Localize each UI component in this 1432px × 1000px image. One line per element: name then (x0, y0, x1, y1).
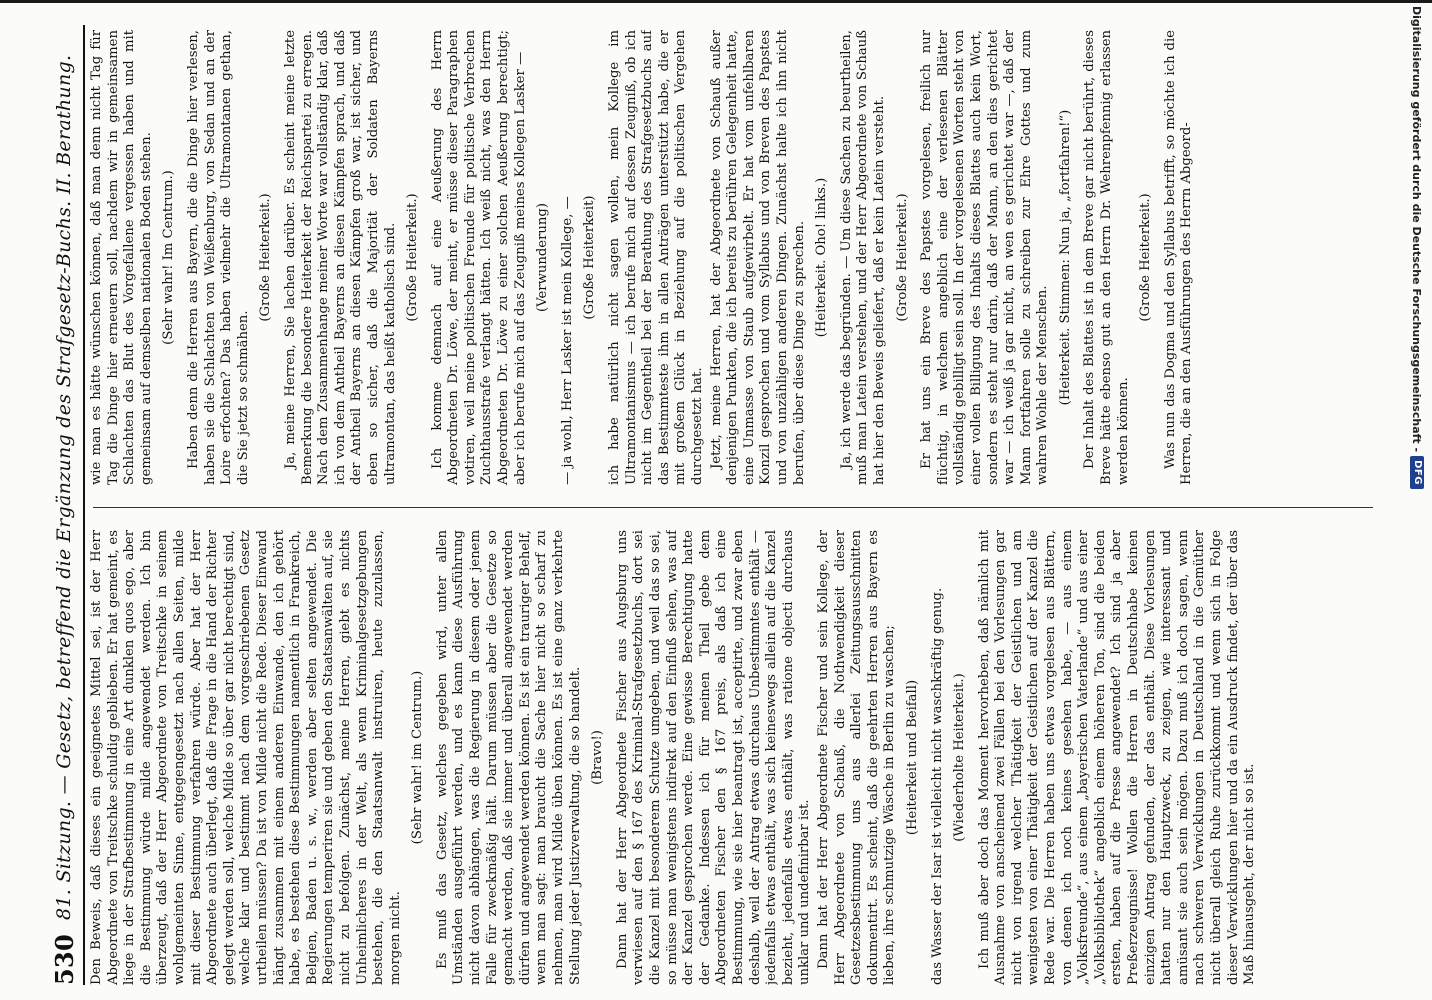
paragraph: das Wasser der Isar ist vielleicht nicht waschkräftig genug. (929, 587, 945, 985)
page-header (45, 25, 85, 985)
paragraph: Er hat uns ein Breve des Papstes vorgelesen, freilich nur flüchtig, in welchem angeblich eine der verlesenen Blätter vollständig gebilligt sein soll. In der vorgelesenen Worten steht von einer vollen Billigung des Inhalts dieses Blattes auch kein Wort, sondern es steht nur darin, daß der Mann, an den dies gerichtet war — ich weiß ja gar nicht, an wen es gerichtet war —, daß der Mann fortfahren solle zu schreiben zur Ehre Gottes und zum wahren Wohle der Menschen. (919, 30, 1051, 485)
interjection: (Wiederholte Heiterkeit.) (952, 673, 968, 842)
interjection: (Sehr wahr! im Centrum.) (410, 670, 426, 845)
scan-border (0, 0, 1432, 3)
paragraph: Ja, ich werde das begründen. — Um diese Sachen zu beurtheilen, muß man Latein verstehen, und der Herr Abgeordnete von Schauß hat hier den Beweis geliefert, daß er kein Latein versteht. (838, 30, 887, 485)
interjection: (Heiterkeit und Beifall) (904, 679, 920, 836)
interjection: (Sehr wahr! Im Centrum.) (161, 170, 177, 345)
right-column (89, 30, 1379, 485)
interjection: (Große Heiterkeit.) (405, 193, 421, 322)
paragraph: ich habe natürlich nicht sagen wollen, mein Kollege im Ultramontanismus — ich berufe mich auf dessen Zeugniß, ob ich nicht im Gegentheil bei der Berathung des Strafgesetzbuchs auf das Bestimmteste ihm in allen Anträgen unterstützt habe, die er mit großem Glück in Beziehung auf die politischen Vergehen durchgesetzt hat. (607, 30, 705, 485)
interjection: (Große Heiterkeit.) (258, 193, 274, 322)
paragraph: Ich komme demnach auf eine Aeußerung des Herrn Abgeordneten Dr. Löwe, der meint, er müsse dieser Paragraphen votiren, weil meine politischen Freunde für politische Verbrechen Zuchthausstrafe verlangt hätten. Ich weiß nicht, was den Herrn Abgeordneten Dr. Löwe zu einer solchen Aeußerung berechtigt; aber ich berufe mich auf das Zeugniß meines Kollegen Lasker — (429, 30, 528, 485)
paragraph: Haben denn die Herren aus Bayern, die die Dinge hier verlesen, haben sie die Schlachten von Weißenburg, von Sedan und an der Loire erfochten? Das haben vielmehr die Ultramontanen gethan, die Sie jetzt so schmähen. (185, 30, 251, 485)
interjection: (Bravo!) (590, 730, 606, 785)
interjection: (Heiterkeit. Stimmen: Nun ja, „fortfahren!“) (1057, 109, 1073, 406)
paragraph: Was nun das Dogma und den Syllabus betrifft, so möchte ich die Herren, die an den Ausführungen des Herrn Abgeord- (1162, 30, 1195, 485)
side-note (1408, 6, 1430, 996)
paragraph: — ja wohl, Herr Lasker ist mein Kollege, — (559, 196, 575, 485)
paragraph: Der Inhalt des Blattes ist in dem Breve gar nicht berührt, dieses Breve hätte ebenso gut an den Herrn Dr. Wehrenpfennig erlassen werden können. (1082, 30, 1131, 485)
left-column (89, 530, 1379, 985)
interjection: (Heiterkeit. Oho! links.) (814, 177, 830, 338)
page-title: 81. Sitzung. — Gesetz, betreffend die Ergänzung des Strafgesetz-Buchs. II. Berathung. (53, 54, 75, 920)
paragraph: wie man es hätte wünschen können, daß man denn nicht Tag für Tag die Dinge hier erneuern soll, nachdem wir in gemeinsamen Schlachten das Blut des Vorgefallene vergessen haben und mit gemeinsam auf demselben nationalen Boden stehen. (89, 30, 154, 485)
interjection: (Verwunderung) (535, 203, 551, 312)
interjection: (Große Heiterkeit) (582, 195, 598, 320)
text-columns (89, 25, 1379, 985)
dfg-logo: DFG (1410, 456, 1424, 489)
paragraph: Dann hat der Herr Abgeordnete Fischer und sein Kollege, der Herr Abgeordnete von Schauß, die Nothwendigkeit dieser Gesetzesbestimmung uns aus allerlei Zeitungsausschnitten dokumentirt. Es scheint, daß die geehrten Herren aus Bayern es lieben, ihre schmutzige Wäsche in Berlin zu waschen; (815, 530, 898, 985)
paragraph: Ja, meine Herren, Sie lachen darüber. Es scheint meine letzte Bemerkung die besondere Heiterkeit der Reichspartei zu erregen. Nach dem Zusammenhange meiner Worte war vollständig klar, daß ich von dem Antheil Bayerns an diesen Kämpfen sprach, und daß der Antheil Bayerns an diesen Kämpfen groß war, ist sicher, und eben so sicher, daß die Majorität der Soldaten Bayerns ultramontan, das heißt katholisch sind. (282, 30, 398, 485)
interjection: (Große Heiterkeit.) (1138, 193, 1154, 322)
page-number: 530 (49, 934, 79, 985)
column-divider (93, 507, 1373, 508)
paragraph: Ich muß aber doch das Moment hervorheben, daß nämlich mit Ausnahme von anscheinend zwei Fällen bei den Vorlesungen gar nicht von irgend welcher Thätigkeit der Geistlichen und am wenigsten von einer Thätigkeit der Geistlichen auf der Kanzel die Rede war. Die Herren haben uns etwas vorgelesen aus Blättern, von denen ich noch keines gesehen habe, — aus einem „Volksfreunde“, aus einem „bayerischen Vaterlande“ und aus einer „Volksbibliothek“ angeblich einem höheren Ton, sind die beiden ersten, haben auf die Presse angewendet? Ich sind ja aber Preßerzeugnisse! Wollen die Herren in Deutschhabe keinen einzigen Antrag gefunden, der das enthält. Diese Vorlesungen hatten nur den Hauptzweck, zu zeigen, wie interessant und amüsant sie auch sein mögen. Dazu muß ich doch sagen, wenn nach schweren Verwicklungen in Deutschland in die Gemüther nicht überall gleich Ruhe zurückkommt und wenn sich in Folge dieser Verwicklungen hier und da ein Ausdruck findet, der über das Maß hinausgeht, der nicht so ist. (976, 530, 1258, 985)
side-note-text: Digitalisierung gefördert durch die Deutsche Forschungsgemeinschaft - (1410, 6, 1424, 453)
rotated-page (45, 25, 1385, 985)
paragraph: Dann hat der Herr Abgeordnete Fischer aus Augsburg uns verwiesen auf den § 167 des Kriminal-Strafgesetzbuchs, dort sei die Kanzel mit besonderem Schutze umgeben, und weil das so sei, so müsse man wenigstens indirekt auf den Einfluß sehen, was auf der Kanzel gesprochen werde. Eine gewisse Berechtigung hatte der Gedanke. Indessen ich für meinen Theil gebe dem Abgeordneten Fischer den § 167 preis, als daß ich eine Bestimmung, wie sie hier beantragt ist, acceptirte, und zwar eben deshalb, weil der Antrag etwas durchaus Unbestimmtes enthält — jedenfalls etwas enthält, was sich keineswegs allein auf die Kanzel bezieht, jedenfalls etwas enthält, was ratione objecti durchaus unklar und undefinirbar ist. (614, 530, 813, 985)
paragraph: Jetzt, meine Herren, hat der Abgeordnete von Schauß außer denjenigen Punkten, die ich bereits zu berühren Gelegenheit hatte, eine Unmasse von Staub aufgewirbelt. Er hat vom unfehlbaren Konzil gesprochen und vom Syllabus und von Breven des Papstes und von unzähligen anderen Dingen. Zunächst halte ich ihn nicht berufen, über diese Dinge zu sprechen. (708, 30, 807, 485)
interjection: (Große Heiterkeit.) (894, 193, 910, 322)
paragraph: Den Beweis, daß dieses ein geeignetes Mittel sei, ist der Herr Abgeordnete von Treitschke schuldig geblieben. Er hat gemeint, es liege in der Strafbestimmung in eine Art dunklen quos ego, aber die Bestimmung würde milde angewendet werden. Ich bin überzeugt, daß der Herr Abgeordnete von Treitschke in seinem wohlgemeinten Sinne, entgegengesetzt nach allen Seiten, milde mit dieser Bestimmung verfahren würde. Aber hat der Herr Abgeordnete auch überlegt, daß die Frage in die Hand der Richter gelegt werden soll, welche Milde so über gar nicht berechtigt sind, welche klar und bestimmt nach dem vorgeschriebenen Gesetz urtheilen müssen? Da ist von Milde nicht die Rede. Dieser Einwand hängt zusammen mit einem anderen Einwande, den ich gehört habe, es bestehen diese Bestimmungen namentlich in Frankreich, Belgien, Baden u. s. w., werden aber selten angewendet. Die Regierungen temperiren sie und geben den Staatsanwälten auf, sie nicht zu befolgen. Zunächst, meine Herren, giebt es nichts Unheimlicheres in der Welt, als wenn Kriminalgesetzgebungen bestehen, die den Staatsanwalt instruiren, heute zuzulassen, morgen nicht. (89, 530, 403, 985)
paragraph: Es muß das Gesetz, welches gegeben wird, unter allen Umständen ausgeführt werden, und es kann diese Ausführung nicht davon abhängen, was die Regierung in diesem oder jenem Falle für zweckmäßig hält. Darum müssen aber die Gesetze so gemacht werden, daß sie immer und überall angewendet werden dürfen und angewendet werden können. Es ist ein trauriger Behelf, wenn man sagt: man braucht die Sache hier nicht so scharf zu nehmen, man wird Milde üben können. Es ist eine ganz verkehrte Stellung jeder Justizverwaltung, die so handelt. (434, 530, 583, 985)
